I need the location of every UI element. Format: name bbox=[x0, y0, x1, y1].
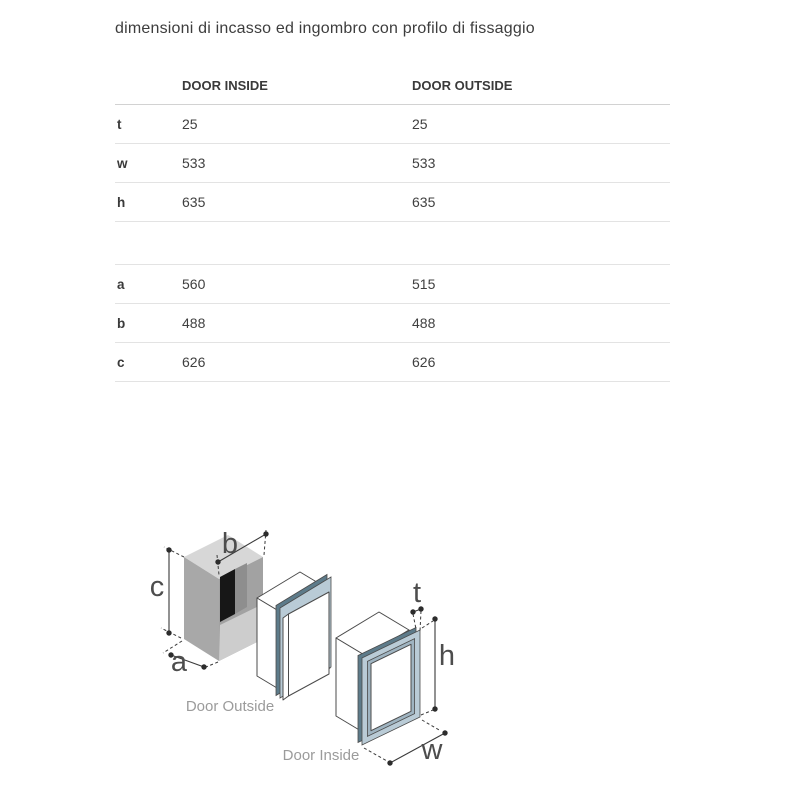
door-inside-unit bbox=[336, 612, 420, 745]
row-label: a bbox=[117, 276, 125, 292]
dim-t-extension-right bbox=[420, 611, 421, 631]
header-door-outside: DOOR OUTSIDE bbox=[412, 77, 513, 93]
dim-a-extension-right bbox=[206, 662, 218, 667]
dim-label-t: t bbox=[412, 577, 422, 609]
table-row bbox=[115, 105, 670, 144]
cell-door-inside: 488 bbox=[182, 315, 206, 331]
dim-h-dot-top bbox=[432, 616, 437, 621]
dim-w-dot-left bbox=[387, 760, 392, 765]
recess-cavity-wall bbox=[235, 563, 247, 614]
table-spacer-row bbox=[115, 222, 670, 265]
dim-h-extension-top bbox=[422, 621, 433, 628]
dim-c-dot-top bbox=[166, 547, 171, 552]
table-row bbox=[115, 304, 670, 343]
dim-label-a: a bbox=[170, 646, 188, 678]
dim-label-c: c bbox=[149, 571, 165, 603]
recess-vent-slot bbox=[220, 569, 235, 622]
dim-w-extension-right bbox=[422, 720, 441, 731]
dim-w-extension-left bbox=[364, 748, 387, 761]
caption-door-inside: Door Inside bbox=[282, 747, 360, 764]
cell-door-inside: 560 bbox=[182, 276, 206, 292]
row-label: w bbox=[117, 155, 128, 171]
dim-t-dot-left bbox=[410, 609, 415, 614]
row-label: b bbox=[117, 315, 126, 331]
row-label: t bbox=[117, 116, 122, 132]
row-label: h bbox=[117, 194, 126, 210]
dim-b-dot-right bbox=[263, 531, 268, 536]
installation-diagram bbox=[130, 495, 490, 795]
cell-door-outside: 25 bbox=[412, 116, 428, 132]
cell-door-inside: 635 bbox=[182, 194, 206, 210]
page-title: dimensioni di incasso ed ingombro con profilo di fissaggio bbox=[115, 20, 535, 37]
caption-door-outside: Door Outside bbox=[185, 698, 275, 715]
dim-c-dot-bottom bbox=[166, 630, 171, 635]
cell-door-inside: 626 bbox=[182, 354, 206, 370]
table-row bbox=[115, 265, 670, 304]
cell-door-outside: 635 bbox=[412, 194, 436, 210]
table-header-row bbox=[115, 66, 670, 105]
dim-b-dot-left bbox=[215, 559, 220, 564]
dim-t-extension-left bbox=[413, 614, 416, 629]
dimensions-table bbox=[115, 66, 670, 382]
dim-label-w: w bbox=[421, 734, 443, 766]
dim-w-dot-right bbox=[442, 730, 447, 735]
dim-label-b: b bbox=[221, 528, 239, 560]
cell-door-outside: 533 bbox=[412, 155, 436, 171]
cell-door-inside: 533 bbox=[182, 155, 206, 171]
cell-door-inside: 25 bbox=[182, 116, 198, 132]
table-row bbox=[115, 144, 670, 183]
row-label: c bbox=[117, 354, 125, 370]
outside-door-edge bbox=[283, 614, 289, 700]
table-row bbox=[115, 183, 670, 222]
cell-door-outside: 488 bbox=[412, 315, 436, 331]
cell-door-outside: 515 bbox=[412, 276, 436, 292]
cell-door-outside: 626 bbox=[412, 354, 436, 370]
table-row bbox=[115, 343, 670, 382]
dim-label-h: h bbox=[438, 640, 456, 672]
door-outside-unit bbox=[257, 572, 331, 700]
dim-h-dot-bottom bbox=[432, 706, 437, 711]
dim-h-extension-bottom bbox=[421, 710, 433, 715]
dim-a-dot-right bbox=[201, 664, 206, 669]
header-door-inside: DOOR INSIDE bbox=[182, 77, 268, 93]
